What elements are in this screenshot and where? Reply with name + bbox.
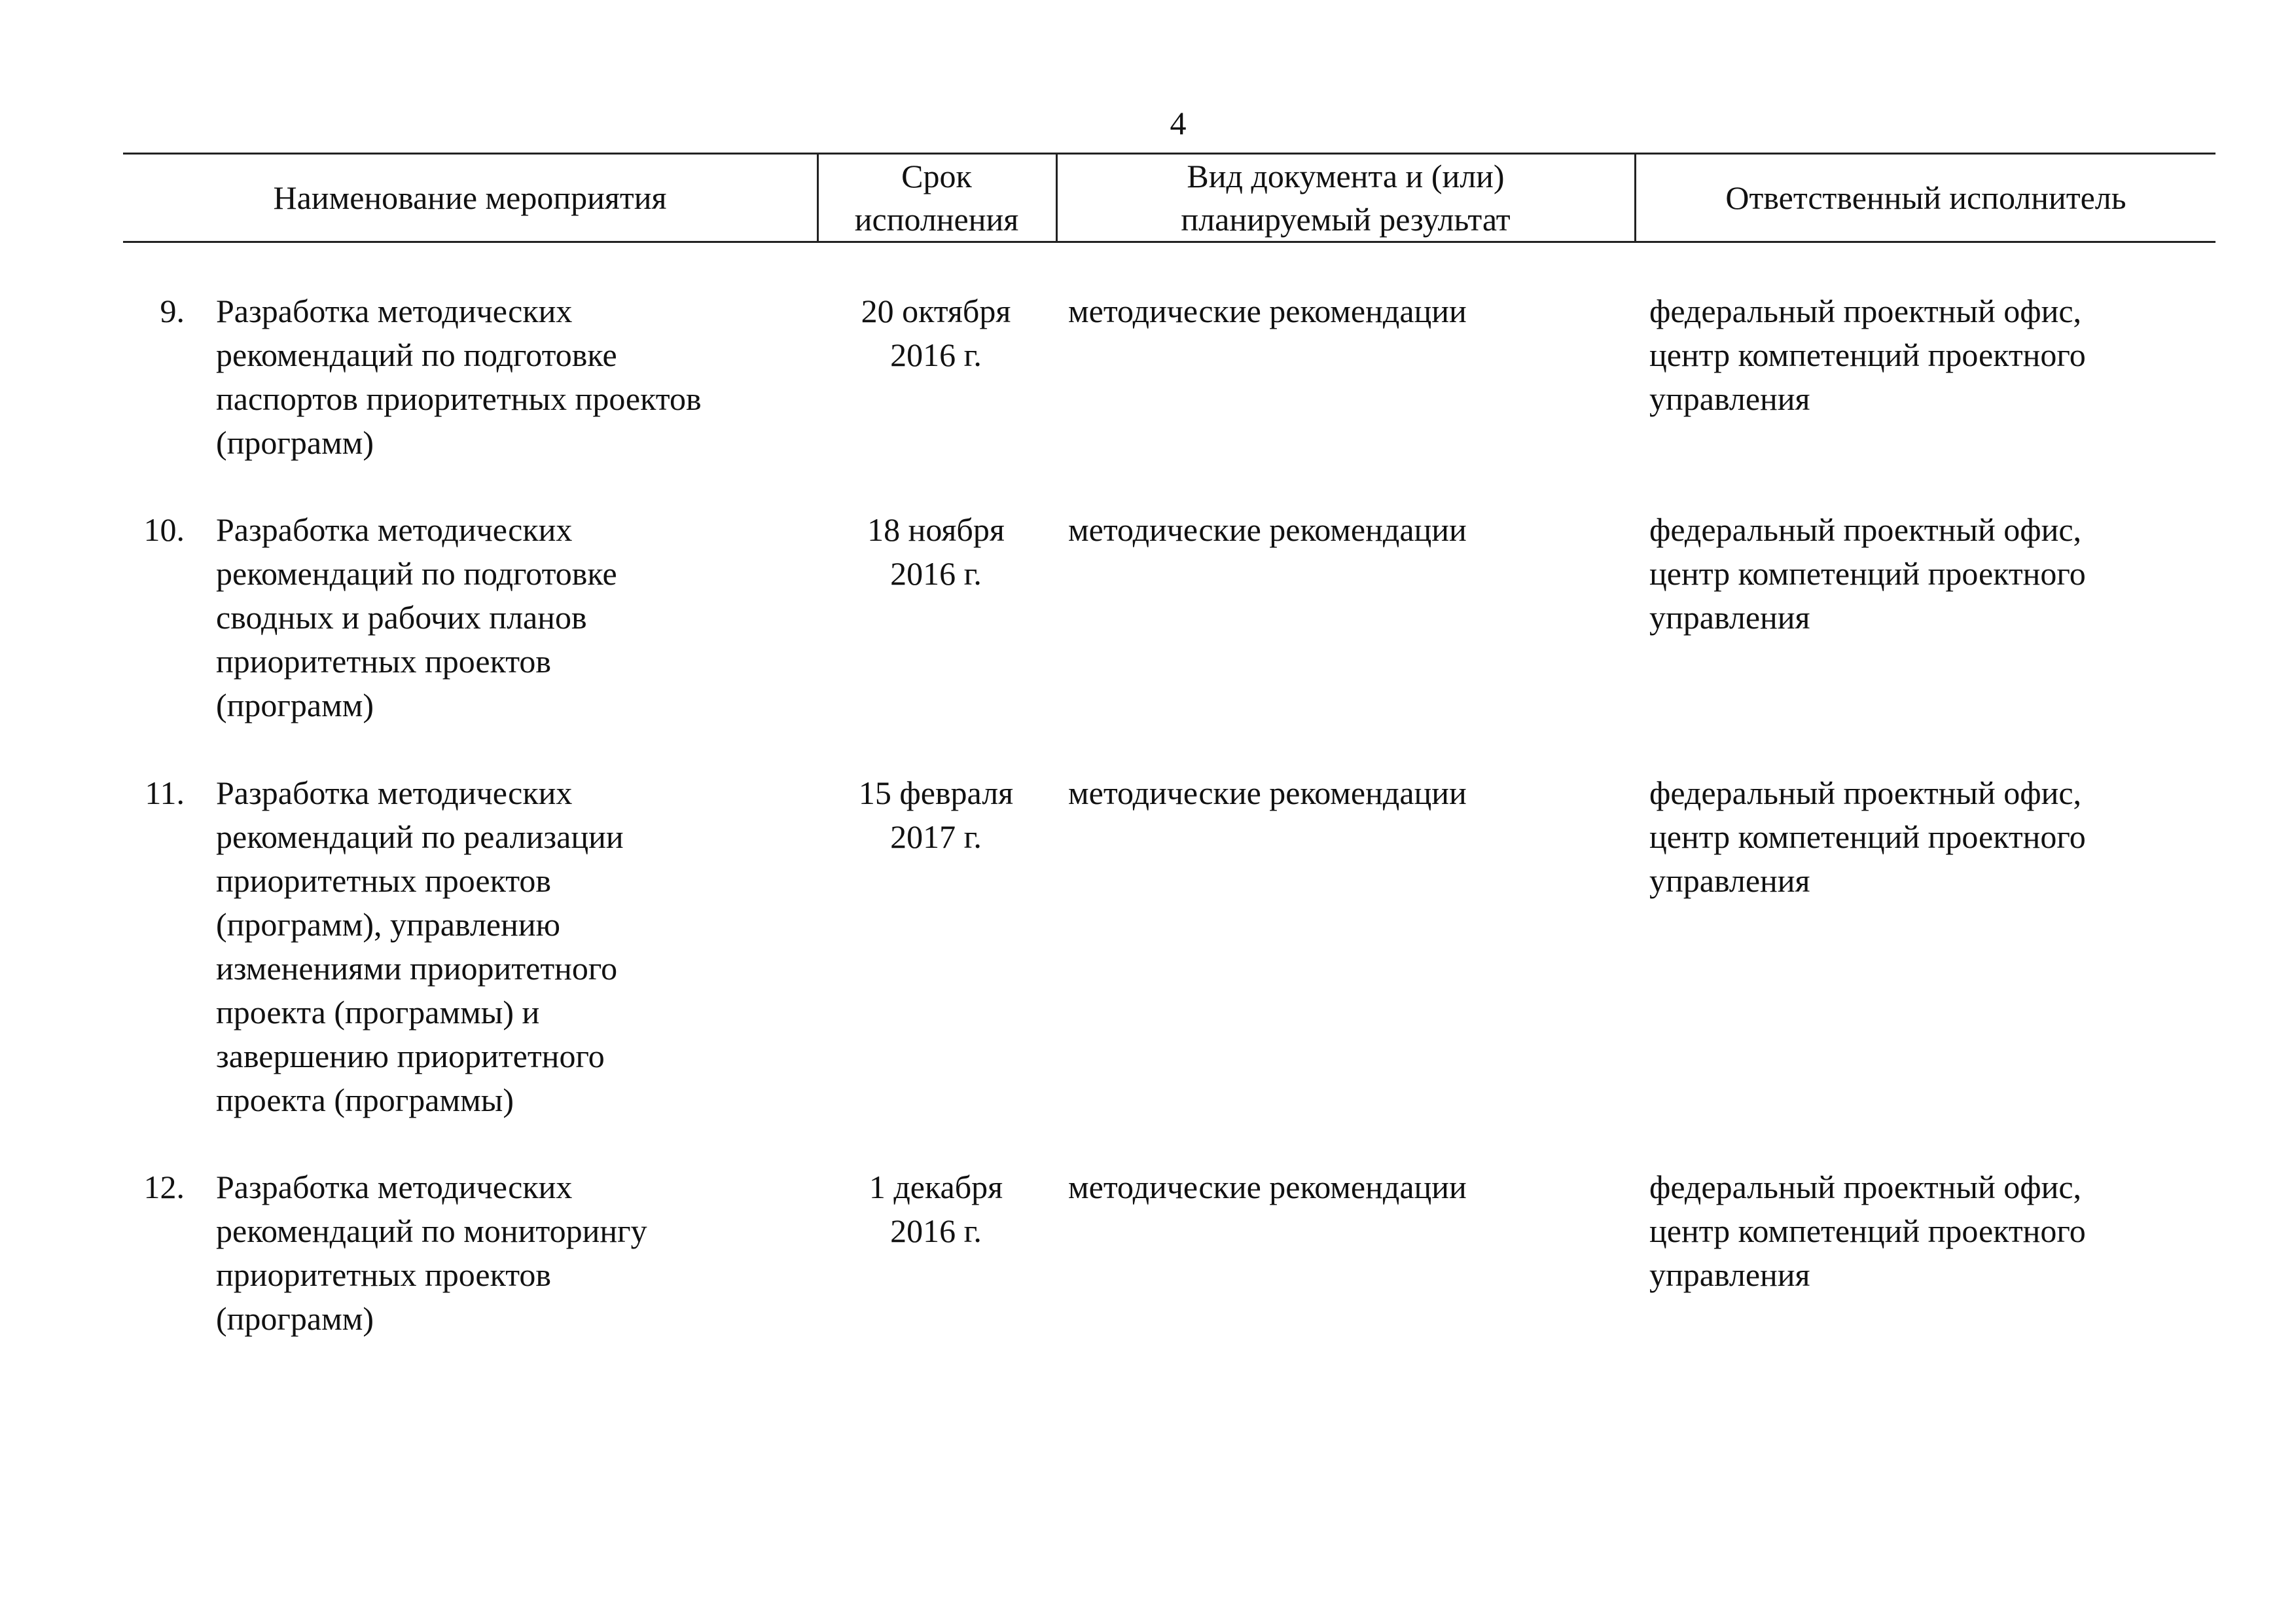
row-deadline: [818, 508, 1054, 596]
row-responsible-line: центр компетенций проектного: [1649, 337, 2086, 373]
row-responsible-line: управления: [1649, 1256, 1810, 1293]
row-result-text: методические рекомендации: [1068, 511, 1467, 548]
row-responsible-line: управления: [1649, 862, 1810, 899]
row-name-line: проекта (программы): [216, 1082, 514, 1118]
row-name-line: паспортов приоритетных проектов: [216, 380, 702, 417]
row-name-line: изменениями приоритетного: [216, 950, 618, 987]
row-name-line: (программ): [216, 424, 374, 461]
row-result: [1068, 771, 1624, 815]
header-name-cell: [123, 155, 817, 241]
row-name-line: приоритетных проектов: [216, 1256, 552, 1293]
header-bottom-rule: [123, 241, 2215, 243]
row-responsible-line: федеральный проектный офис,: [1649, 293, 2082, 329]
header-deadline-label-line2: исполнения: [854, 201, 1019, 238]
row-responsible-line: центр компетенций проектного: [1649, 1213, 2086, 1249]
row-result: [1068, 289, 1624, 333]
row-result-text: методические рекомендации: [1068, 293, 1467, 329]
row-name-line: приоритетных проектов: [216, 862, 552, 899]
row-name-line: сводных и рабочих планов: [216, 599, 587, 636]
row-name-line: завершению приоритетного: [216, 1038, 605, 1074]
row-responsible-line: федеральный проектный офис,: [1649, 511, 2082, 548]
row-result: [1068, 1165, 1624, 1209]
row-responsible-line: управления: [1649, 599, 1810, 636]
row-deadline-line: 2016 г.: [890, 337, 982, 373]
row-name-line: рекомендаций по подготовке: [216, 337, 617, 373]
row-deadline-line: 1 декабря: [869, 1169, 1003, 1205]
row-name-line: (программ): [216, 687, 374, 723]
row-responsible-line: федеральный проектный офис,: [1649, 775, 2082, 811]
header-deadline-cell: [819, 155, 1054, 241]
row-responsible-line: управления: [1649, 380, 1810, 417]
row-deadline-line: 18 ноября: [867, 511, 1005, 548]
row-responsible-line: центр компетенций проектного: [1649, 555, 2086, 592]
row-result-text: методические рекомендации: [1068, 775, 1467, 811]
page-number: 4: [1170, 105, 1187, 141]
row-name-line: приоритетных проектов: [216, 643, 552, 680]
row-deadline-line: 2016 г.: [890, 1213, 982, 1249]
header-result-label-line2: планируемый результат: [1181, 201, 1511, 238]
row-name-line: проекта (программы) и: [216, 994, 540, 1030]
row-name: [216, 1165, 818, 1341]
row-number: 9.: [160, 293, 185, 329]
row-name-line: Разработка методических: [216, 293, 573, 329]
row-deadline: [818, 289, 1054, 377]
row-name-line: рекомендаций по мониторингу: [216, 1213, 647, 1249]
row-name-line: рекомендаций по реализации: [216, 818, 624, 855]
header-responsible-label: Ответственный исполнитель: [1725, 179, 2126, 216]
row-name-line: Разработка методических: [216, 775, 573, 811]
row-deadline-line: 2016 г.: [890, 555, 982, 592]
row-deadline-line: 2017 г.: [890, 818, 982, 855]
header-deadline-label-line1: Срок: [901, 158, 972, 194]
row-number: 11.: [145, 775, 185, 811]
row-responsible: [1649, 289, 2212, 421]
header-name-label: Наименование мероприятия: [273, 179, 667, 216]
row-name-line: рекомендаций по подготовке: [216, 555, 617, 592]
row-name-line: Разработка методических: [216, 511, 573, 548]
row-name: [216, 289, 818, 465]
row-responsible: [1649, 508, 2212, 640]
row-deadline-line: 15 февраля: [858, 775, 1014, 811]
row-responsible: [1649, 771, 2212, 903]
row-name-line: Разработка методических: [216, 1169, 573, 1205]
row-name-line: (программ), управлению: [216, 906, 560, 943]
row-responsible: [1649, 1165, 2212, 1297]
row-name: [216, 508, 818, 727]
row-responsible-line: центр компетенций проектного: [1649, 818, 2086, 855]
row-result-text: методические рекомендации: [1068, 1169, 1467, 1205]
row-deadline: [818, 1165, 1054, 1253]
row-deadline: [818, 771, 1054, 859]
row-result: [1068, 508, 1624, 552]
row-deadline-line: 20 октября: [861, 293, 1011, 329]
row-name: [216, 771, 818, 1122]
row-number: 12.: [143, 1169, 185, 1205]
row-number: 10.: [143, 511, 185, 548]
header-responsible-cell: [1636, 155, 2215, 241]
row-responsible-line: федеральный проектный офис,: [1649, 1169, 2082, 1205]
header-result-label-line1: Вид документа и (или): [1187, 158, 1505, 194]
header-result-cell: [1058, 155, 1634, 241]
row-name-line: (программ): [216, 1300, 374, 1337]
